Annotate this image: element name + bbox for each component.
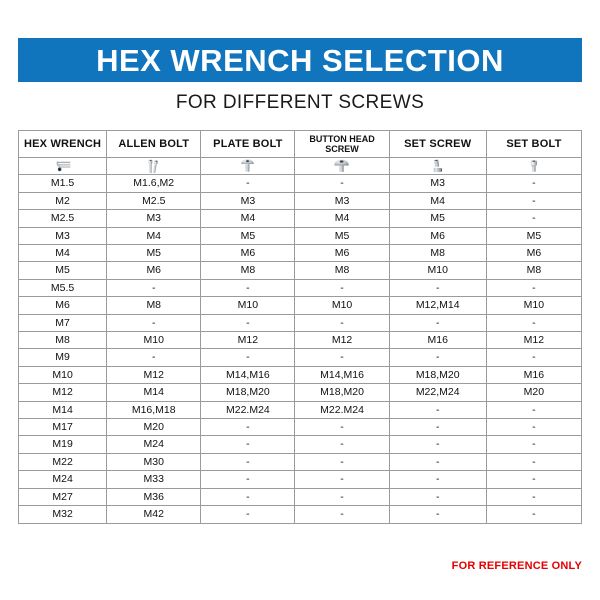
- screw-size-cell: M4: [107, 227, 201, 244]
- screw-size-cell: M12,M14: [389, 297, 486, 314]
- screw-size-cell: -: [201, 175, 295, 192]
- screw-size-cell: -: [295, 453, 389, 470]
- screw-size-cell: M4: [201, 210, 295, 227]
- table-row: [19, 384, 582, 401]
- screw-size-cell: -: [486, 453, 581, 470]
- screw-size-cell: M8: [201, 262, 295, 279]
- set-bolt-icon: [487, 158, 581, 174]
- hex-wrench-set-icon: [19, 158, 106, 174]
- screw-size-cell: -: [486, 349, 581, 366]
- hex-wrench-size-cell: M3: [19, 227, 107, 244]
- table-row: [19, 366, 582, 383]
- screw-size-cell: -: [295, 506, 389, 523]
- illustration-cell-set-screw: [389, 158, 486, 175]
- page-title: HEX WRENCH SELECTION: [96, 42, 504, 78]
- hex-wrench-size-cell: M1.5: [19, 175, 107, 192]
- screw-size-cell: M42: [107, 506, 201, 523]
- screw-size-cell: -: [486, 314, 581, 331]
- table-row: [19, 401, 582, 418]
- screw-size-cell: -: [107, 314, 201, 331]
- screw-size-cell: M24: [107, 436, 201, 453]
- screw-size-cell: M22.M24: [295, 401, 389, 418]
- screw-size-cell: -: [486, 279, 581, 296]
- screw-size-cell: -: [389, 401, 486, 418]
- hex-wrench-size-cell: M27: [19, 488, 107, 505]
- reference-note: FOR REFERENCE ONLY: [451, 560, 582, 572]
- screw-size-cell: M3: [107, 210, 201, 227]
- screw-size-cell: M6: [295, 245, 389, 262]
- table-row: [19, 332, 582, 349]
- screw-size-cell: -: [295, 471, 389, 488]
- screw-size-cell: M12: [107, 366, 201, 383]
- selection-table: [18, 130, 582, 524]
- screw-size-cell: M12: [295, 332, 389, 349]
- screw-size-cell: -: [201, 419, 295, 436]
- hex-wrench-size-cell: M4: [19, 245, 107, 262]
- table-row: [19, 314, 582, 331]
- screw-size-cell: M6: [107, 262, 201, 279]
- screw-size-cell: M18,M20: [201, 384, 295, 401]
- screw-size-cell: M6: [389, 227, 486, 244]
- screw-size-cell: M6: [201, 245, 295, 262]
- screw-size-cell: M14: [107, 384, 201, 401]
- screw-size-cell: -: [389, 506, 486, 523]
- screw-size-cell: M8: [486, 262, 581, 279]
- hex-wrench-size-cell: M10: [19, 366, 107, 383]
- screw-size-cell: M2.5: [107, 192, 201, 209]
- screw-size-cell: -: [486, 192, 581, 209]
- hex-wrench-size-cell: M5.5: [19, 279, 107, 296]
- table-header: [19, 131, 582, 158]
- hex-wrench-size-cell: M24: [19, 471, 107, 488]
- screw-size-cell: -: [295, 349, 389, 366]
- screw-size-cell: -: [486, 488, 581, 505]
- screw-size-cell: -: [389, 349, 486, 366]
- screw-size-cell: M3: [201, 192, 295, 209]
- screw-size-cell: -: [486, 471, 581, 488]
- screw-size-cell: M5: [295, 227, 389, 244]
- screw-size-cell: -: [389, 279, 486, 296]
- table-row: [19, 453, 582, 470]
- screw-size-cell: -: [486, 210, 581, 227]
- hex-wrench-size-cell: M22: [19, 453, 107, 470]
- screw-size-cell: -: [295, 279, 389, 296]
- hex-wrench-size-cell: M14: [19, 401, 107, 418]
- screw-size-cell: -: [107, 279, 201, 296]
- screw-size-cell: -: [486, 436, 581, 453]
- header-row: [19, 131, 582, 158]
- screw-size-cell: M33: [107, 471, 201, 488]
- table-body: [19, 158, 582, 175]
- table-row: [19, 279, 582, 296]
- screw-size-cell: M14,M16: [201, 366, 295, 383]
- screw-size-cell: -: [486, 175, 581, 192]
- screw-size-cell: M5: [389, 210, 486, 227]
- screw-size-cell: -: [201, 279, 295, 296]
- screw-size-cell: -: [486, 401, 581, 418]
- column-header-allen-bolt: ALLEN BOLT: [107, 131, 201, 158]
- column-header-button-head-screw: BUTTON HEAD SCREW: [295, 131, 389, 158]
- table-row: [19, 349, 582, 366]
- screw-size-cell: -: [295, 314, 389, 331]
- table-row: [19, 436, 582, 453]
- button-head-screw-icon: [295, 158, 388, 174]
- hex-wrench-size-cell: M17: [19, 419, 107, 436]
- illustration-cell-button-head-screw: [295, 158, 389, 175]
- hex-wrench-size-cell: M2.5: [19, 210, 107, 227]
- column-header-set-bolt: SET BOLT: [486, 131, 581, 158]
- screw-size-cell: -: [201, 453, 295, 470]
- table-row: [19, 245, 582, 262]
- screw-size-cell: M1.6,M2: [107, 175, 201, 192]
- table-row: [19, 506, 582, 523]
- page-subtitle: FOR DIFFERENT SCREWS: [175, 92, 425, 113]
- screw-size-cell: -: [389, 488, 486, 505]
- set-screw-icon: [390, 158, 486, 174]
- hex-wrench-size-cell: M19: [19, 436, 107, 453]
- screw-size-cell: M22,M24: [389, 384, 486, 401]
- screw-size-cell: -: [486, 419, 581, 436]
- illustration-cell-hex-wrench: [19, 158, 107, 175]
- illustration-row: [19, 158, 582, 175]
- table-row: [19, 297, 582, 314]
- hex-wrench-size-cell: M8: [19, 332, 107, 349]
- hex-wrench-size-cell: M9: [19, 349, 107, 366]
- screw-size-cell: -: [201, 488, 295, 505]
- screw-size-cell: -: [389, 436, 486, 453]
- screw-size-cell: M14,M16: [295, 366, 389, 383]
- screw-size-cell: M4: [295, 210, 389, 227]
- table-row: [19, 488, 582, 505]
- hex-wrench-size-cell: M12: [19, 384, 107, 401]
- screw-size-cell: -: [201, 349, 295, 366]
- hex-wrench-size-cell: M2: [19, 192, 107, 209]
- screw-size-cell: M12: [486, 332, 581, 349]
- screw-size-cell: M10: [107, 332, 201, 349]
- screw-size-cell: -: [201, 506, 295, 523]
- screw-size-cell: M10: [389, 262, 486, 279]
- table-row: [19, 227, 582, 244]
- screw-size-cell: -: [107, 349, 201, 366]
- screw-size-cell: M16: [486, 366, 581, 383]
- screw-size-cell: M10: [486, 297, 581, 314]
- table-row: [19, 210, 582, 227]
- screw-size-cell: M5: [107, 245, 201, 262]
- plate-bolt-icon: [201, 158, 294, 174]
- hex-wrench-size-cell: M6: [19, 297, 107, 314]
- hex-wrench-size-cell: M7: [19, 314, 107, 331]
- screw-size-cell: -: [389, 419, 486, 436]
- screw-size-cell: M12: [201, 332, 295, 349]
- screw-size-cell: M16: [389, 332, 486, 349]
- screw-size-cell: M8: [107, 297, 201, 314]
- table-row: [19, 192, 582, 209]
- screw-size-cell: M10: [295, 297, 389, 314]
- screw-size-cell: -: [389, 471, 486, 488]
- screw-size-cell: M4: [389, 192, 486, 209]
- allen-bolt-icon: [107, 158, 200, 174]
- illustration-cell-plate-bolt: [201, 158, 295, 175]
- illustration-cell-allen-bolt: [107, 158, 201, 175]
- illustration-cell-set-bolt: [486, 158, 581, 175]
- table-row: [19, 419, 582, 436]
- table-row: [19, 175, 582, 192]
- screw-size-cell: -: [295, 436, 389, 453]
- column-header-set-screw: SET SCREW: [389, 131, 486, 158]
- screw-size-cell: M5: [201, 227, 295, 244]
- screw-size-cell: M8: [295, 262, 389, 279]
- screw-size-cell: M3: [295, 192, 389, 209]
- column-header-hex-wrench: HEX WRENCH: [19, 131, 107, 158]
- screw-size-cell: -: [201, 314, 295, 331]
- screw-size-cell: M30: [107, 453, 201, 470]
- screw-size-cell: M8: [389, 245, 486, 262]
- table-row: [19, 262, 582, 279]
- screw-size-cell: M16,M18: [107, 401, 201, 418]
- screw-size-cell: -: [295, 419, 389, 436]
- screw-size-cell: M6: [486, 245, 581, 262]
- hex-wrench-size-cell: M32: [19, 506, 107, 523]
- screw-size-cell: M3: [389, 175, 486, 192]
- table-row: [19, 471, 582, 488]
- screw-size-cell: -: [295, 488, 389, 505]
- screw-size-cell: M10: [201, 297, 295, 314]
- screw-size-cell: -: [389, 314, 486, 331]
- screw-size-cell: M22.M24: [201, 401, 295, 418]
- column-header-plate-bolt: PLATE BOLT: [201, 131, 295, 158]
- screw-size-cell: M20: [107, 419, 201, 436]
- selection-table-container: [18, 130, 582, 524]
- title-banner: [18, 38, 582, 82]
- hex-wrench-size-cell: M5: [19, 262, 107, 279]
- screw-size-cell: M20: [486, 384, 581, 401]
- table-data-rows: [19, 175, 582, 523]
- screw-size-cell: M18,M20: [295, 384, 389, 401]
- screw-size-cell: -: [389, 453, 486, 470]
- screw-size-cell: M18,M20: [389, 366, 486, 383]
- screw-size-cell: M36: [107, 488, 201, 505]
- screw-size-cell: -: [201, 436, 295, 453]
- screw-size-cell: M5: [486, 227, 581, 244]
- screw-size-cell: -: [486, 506, 581, 523]
- screw-size-cell: -: [295, 175, 389, 192]
- screw-size-cell: -: [201, 471, 295, 488]
